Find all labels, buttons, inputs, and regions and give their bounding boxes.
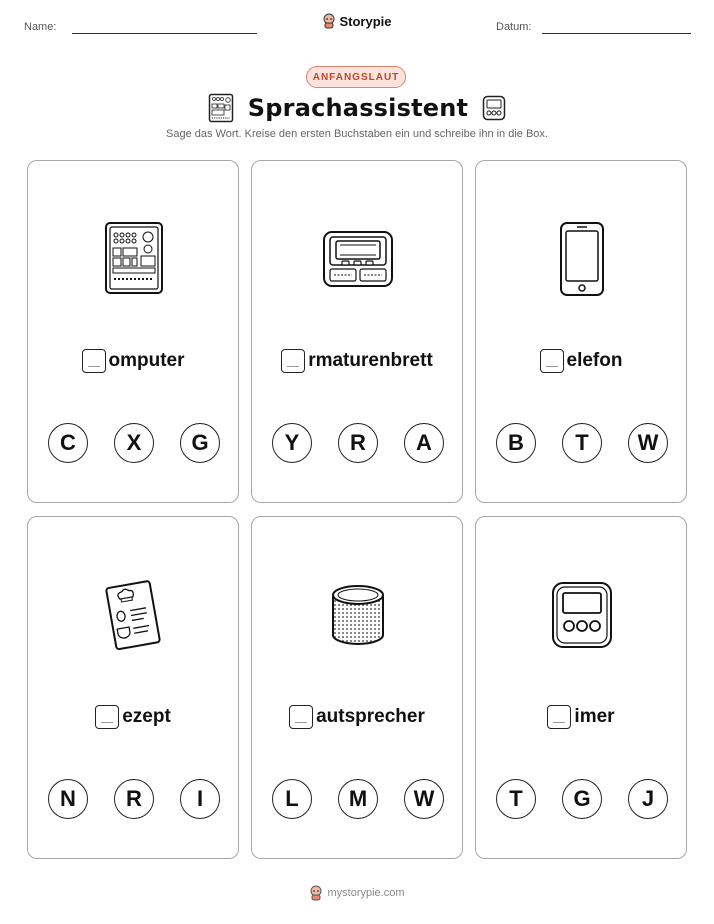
choice-option[interactable]: G: [562, 779, 602, 819]
choice-option[interactable]: T: [562, 423, 602, 463]
computer-icon: [208, 93, 234, 123]
card-lautsprecher: [251, 516, 463, 859]
choice-option[interactable]: R: [338, 423, 378, 463]
card-rezept: [27, 516, 239, 859]
word-fragment: elefon: [566, 350, 623, 371]
word-fragment: imer: [574, 706, 615, 727]
date-label: Datum:: [496, 21, 532, 33]
word-fragment: autsprecher: [316, 706, 425, 727]
answer-box[interactable]: [547, 705, 571, 729]
answer-box[interactable]: [540, 349, 564, 373]
brand-name: Storypie: [339, 13, 392, 29]
word-fragment: ezept: [122, 706, 171, 727]
phone-icon: [559, 221, 605, 297]
mascot-icon: [309, 885, 323, 901]
answer-box[interactable]: [289, 705, 313, 729]
answer-box[interactable]: [281, 349, 305, 373]
word-fragment: omputer: [108, 350, 185, 371]
mascot-icon: [322, 13, 336, 29]
choice-option[interactable]: Y: [272, 423, 312, 463]
choice-option[interactable]: C: [48, 423, 88, 463]
card-computer: [27, 160, 239, 503]
dashboard-icon: [322, 230, 394, 288]
answer-box[interactable]: [95, 705, 119, 729]
answer-box[interactable]: [82, 349, 106, 373]
name-label: Name:: [24, 21, 57, 33]
choice-option[interactable]: R: [114, 779, 154, 819]
brand-logo: [0, 13, 714, 34]
footer-url[interactable]: mystorypie.com: [327, 887, 405, 899]
recipe-icon: [105, 580, 163, 650]
choice-option[interactable]: M: [338, 779, 378, 819]
footer: [0, 885, 714, 901]
speaker-icon: [329, 583, 387, 647]
choice-option[interactable]: W: [628, 423, 668, 463]
choice-option[interactable]: I: [180, 779, 220, 819]
title-row: [0, 90, 714, 126]
choice-option[interactable]: W: [404, 779, 444, 819]
timer-icon: [482, 95, 506, 121]
choice-option[interactable]: J: [628, 779, 668, 819]
choice-option[interactable]: N: [48, 779, 88, 819]
computer-icon: [102, 221, 166, 297]
word-fragment: rmaturenbrett: [308, 350, 433, 371]
timer-icon: [551, 581, 613, 649]
card-timer: [475, 516, 687, 859]
category-badge: ANFANGSLAUT: [306, 66, 406, 88]
page-title: Sprachassistent: [247, 94, 469, 122]
card-telefon: [475, 160, 687, 503]
choice-option[interactable]: B: [496, 423, 536, 463]
choice-option[interactable]: X: [114, 423, 154, 463]
choice-option[interactable]: L: [272, 779, 312, 819]
choice-option[interactable]: G: [180, 423, 220, 463]
card-armaturenbrett: [251, 160, 463, 503]
choice-option[interactable]: T: [496, 779, 536, 819]
choice-option[interactable]: A: [404, 423, 444, 463]
instructions: Sage das Wort. Kreise den ersten Buchstaben ein und schreibe ihn in die Box.: [166, 128, 548, 140]
